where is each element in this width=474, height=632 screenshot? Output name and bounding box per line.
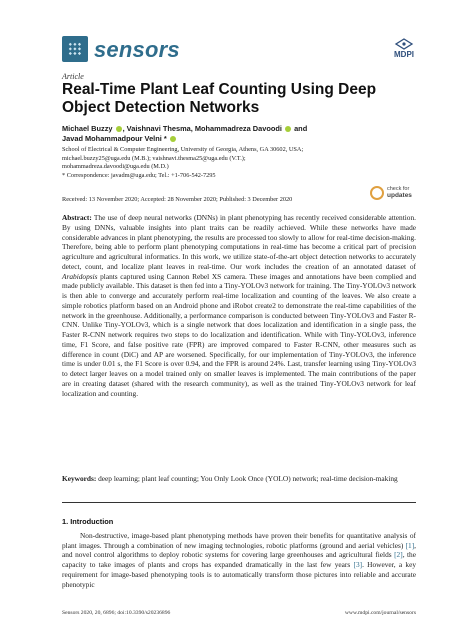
publication-dates: Received: 13 November 2020; Accepted: 28 November 2020; Published: 3 December 2020 xyxy=(62,196,293,203)
abstract-text: plants captured using Cannon Rebel XS camera. These images and annotations have been complied and made publicly available. This dataset is then fed into a Tiny-YOLOv3 network for training. The Tiny-YOLOv3 network is then able to converge and accurately perform real-time localization and counting of the leaves. We also create a simple robotics platform based on an Android phone and iRobot create2 to demonstrate the real-time capabilities of the network in the greenhouse. Additionally, a performance comparison is conducted between Tiny-YOLOv3 and Faster R-CNN. Unlike Tiny-YOLOv3, which is a single network that does localization and identification in a single pass, the Faster R-CNN network requires two steps to do localization and identification. While with Tiny-YOLOv3, inference time, F1 Score, and false positive rate (FPR) are improved compared to Faster R-CNN, other measures such as difference in count (DiC) and AP are worsened. Specifically, for our implementation of Tiny-YOLOv3, the inference time is under 0.01 s, the F1 Score is over 0.94, and the FPR is around 24%. Last, transfer learning using Tiny-YOLOv3 to detect larger leaves on a model trained only on smaller leaves is implemented. The main contributions of the paper are in creating dataset (shared with the research community), as well as the trained Tiny-YOLOv3 network for leaf localization and counting. xyxy=(62,271,416,398)
abstract-label: Abstract: xyxy=(62,213,92,222)
author-emails[interactable]: mohammadreza.davoodi@uga.edu (M.D.) xyxy=(62,163,169,171)
author-emails[interactable]: michael.buzzy25@uga.edu (M.B.); vaishnavi.thesma25@uga.edu (V.T.); xyxy=(62,154,246,162)
species-name: Arabidopsis xyxy=(62,271,98,281)
correspondence: * Correspondence: javadm@uga.edu; Tel.: +1-706-542-7295 xyxy=(62,171,216,179)
affiliation-line: School of Electrical & Computer Engineering, University of Georgia, Athens, GA 30602, USA; xyxy=(62,146,304,153)
author-name: Javad Mohammadpour Velni * xyxy=(62,134,167,143)
citation-link[interactable]: [3] xyxy=(353,560,363,570)
abstract xyxy=(62,213,416,398)
citation-info: Sensors 2020, 20, 6896; doi:10.3390/s20236896 xyxy=(62,610,171,616)
journal-url[interactable]: www.mdpi.com/journal/sensors xyxy=(344,610,416,616)
paper-title: Real-Time Plant Leaf Counting Using Deep Object Detection Networks xyxy=(62,81,377,116)
orcid-icon[interactable] xyxy=(116,126,122,132)
updates-icon xyxy=(370,186,384,200)
orcid-icon[interactable] xyxy=(285,126,291,132)
abstract-text: The use of deep neural networks (DNNs) in plant phenotyping has recently received considerable attention. By using DNNs, valuable insights into plant traits can be readily achieved. While these networks have made considerable advances in plant phenotyping, the results are processed too slowly to allow for real-time decision-making. Therefore, being able to perform plant phenotyping computations in real-time has become a critical part of precision agriculture and agricultural informatics. In this work, we utilize state-of-the-art object detection networks to accurately detect, count, and localize plant leaves in real-time. Our work includes the creation of an annotated dataset of xyxy=(62,213,416,271)
author-line-1: Michael Buzzy , Vaishnavi Thesma, Mohammadreza Davoodi and xyxy=(62,124,308,133)
citation-link[interactable]: [1] xyxy=(405,540,415,550)
section-heading: 1. Introduction xyxy=(62,517,114,526)
journal-header xyxy=(62,36,434,66)
keywords xyxy=(62,474,416,484)
check-for-updates-badge[interactable] xyxy=(370,184,416,210)
intro-paragraph: Non-destructive, image-based plant phenotyping methods have proven their benefits for quantitative analysis of plant images. Through a combination of new imaging technologies, robotic platforms (ground and aerial vehicles) [1], and novel control algorithms to deploy robotic systems for covering large greenhouses and agricultural fields [2], the capacity to take images of plants and crops has expanded dramatically in the last few years [3]. However, a key requirement for image-based phenotyping tools is to automatically transform those pictures into reliable and accurate phenotypic xyxy=(62,531,417,589)
section-divider xyxy=(62,502,416,503)
updates-label: check for xyxy=(387,186,410,192)
journal-name: sensors xyxy=(94,37,180,62)
author-line-2 xyxy=(62,134,422,144)
affiliation-block xyxy=(62,146,392,180)
mdpi-logo-icon[interactable] xyxy=(382,38,426,60)
keywords-text: deep learning; plant leaf counting; You Only Look Once (YOLO) network; real-time decision-making xyxy=(96,474,398,483)
sensors-logo-icon xyxy=(62,36,88,62)
updates-label: updates xyxy=(387,191,412,199)
author-list xyxy=(62,124,422,144)
author-name: Michael Buzzy xyxy=(62,124,113,133)
orcid-icon[interactable] xyxy=(170,136,176,142)
keywords-label: Keywords: xyxy=(62,474,97,483)
article-type: Article xyxy=(62,72,84,81)
publisher-name: MDPI xyxy=(394,50,414,59)
citation-link[interactable]: [2] xyxy=(394,550,403,560)
